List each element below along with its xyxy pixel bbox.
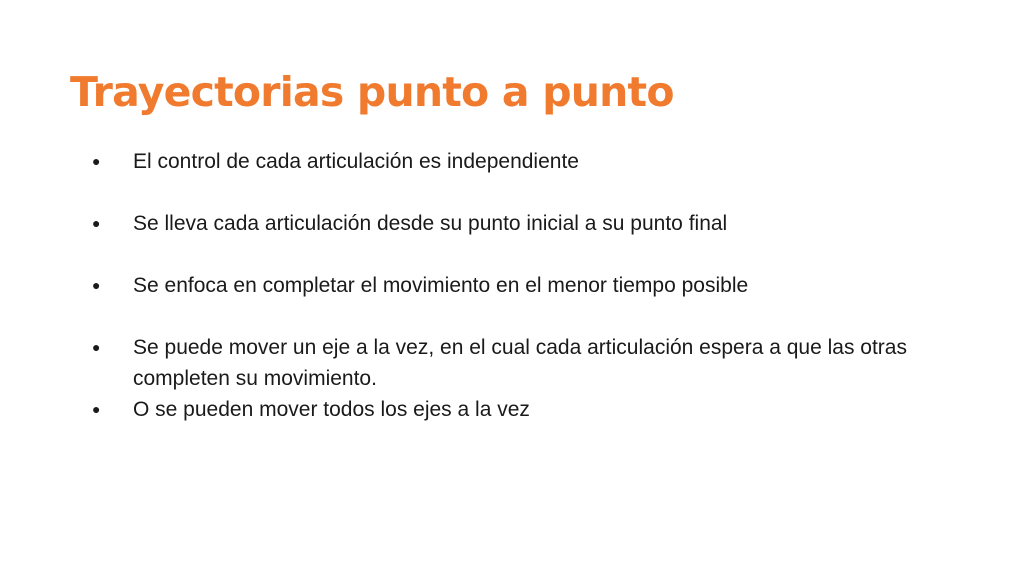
bullet-item: [92, 270, 972, 301]
bullet-item: [92, 394, 972, 425]
bullet-dot-icon: ●: [92, 277, 101, 293]
bullet-dot-icon: ●: [92, 215, 101, 231]
bullet-item: [92, 146, 972, 177]
bullet-text: O se pueden mover todos los ejes a la vez: [133, 398, 530, 421]
bullet-list: [92, 146, 972, 425]
bullet-text: Se lleva cada articulación desde su punto inicial a su punto final: [133, 212, 728, 235]
slide-title: Trayectorias punto a punto: [70, 68, 674, 116]
bullet-dot-icon: ●: [92, 339, 101, 355]
bullet-text: El control de cada articulación es independiente: [133, 150, 579, 173]
bullet-dot-icon: ●: [92, 153, 101, 169]
bullet-text: Se puede mover un eje a la vez, en el cual cada articulación espera a que las otras completen su movimiento.: [133, 336, 907, 390]
bullet-text: Se enfoca en completar el movimiento en el menor tiempo posible: [133, 274, 749, 297]
bullet-dot-icon: ●: [92, 401, 101, 417]
bullet-item: [92, 332, 972, 394]
bullet-item: [92, 208, 972, 239]
